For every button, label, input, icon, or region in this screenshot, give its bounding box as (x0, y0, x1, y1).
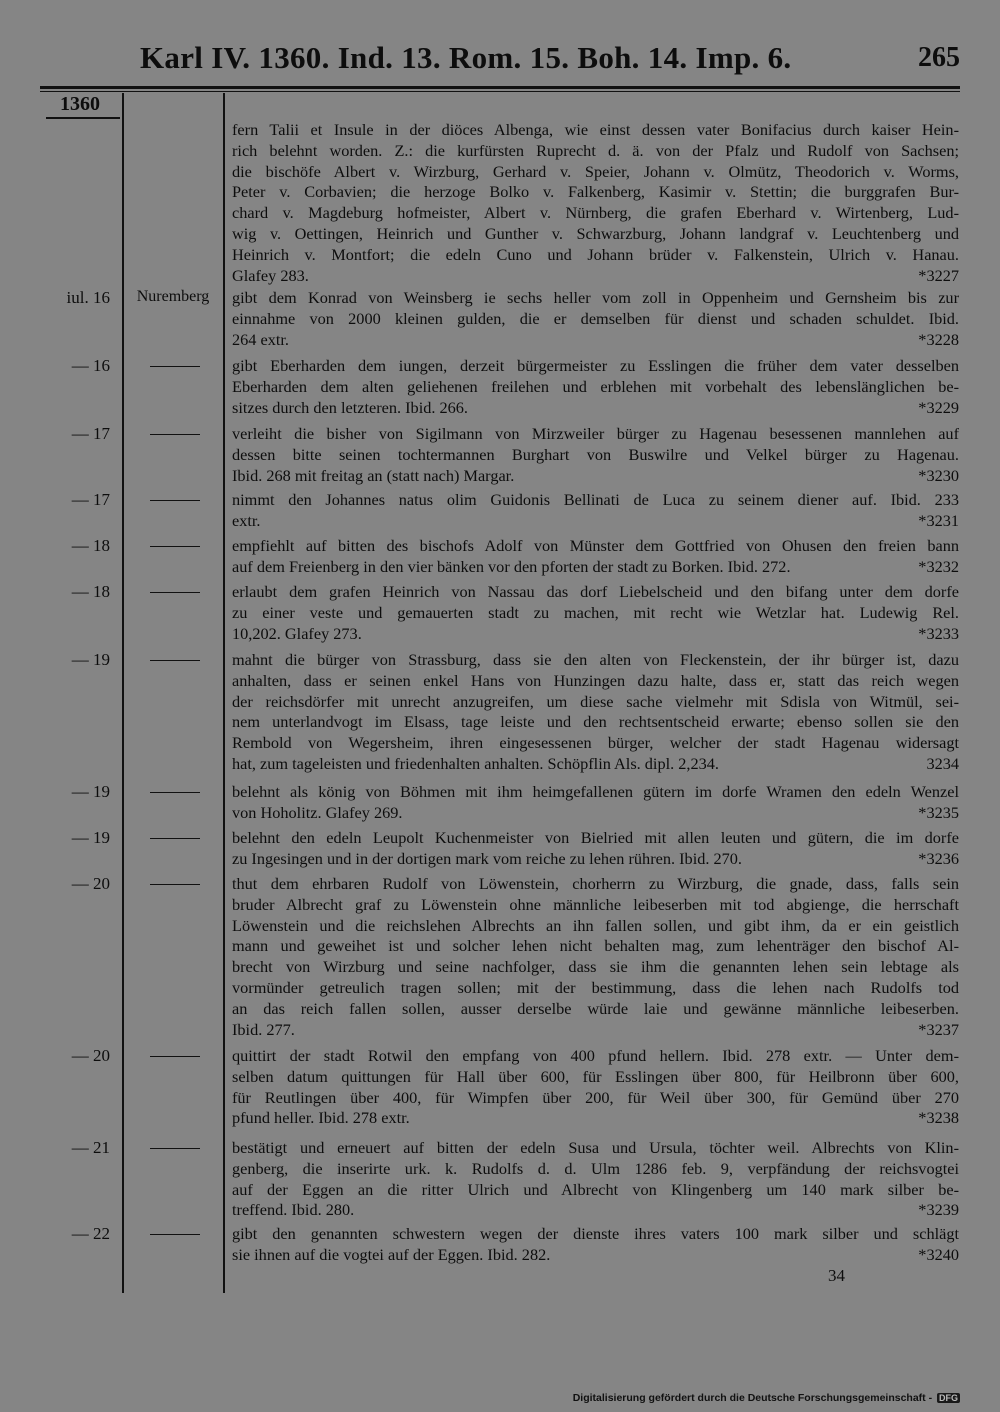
entry-text (232, 828, 959, 870)
year-underline (46, 117, 120, 119)
entry-line: gibt Eberharden dem iungen, derzeit bürgermeister zu Esslingen die früher dem vater desselben (232, 356, 959, 375)
entry-text (232, 120, 959, 286)
entry-line: belehnt den edeln Leupolt Kuchenmeister von Bielried mit allen leuten und gütern, die im dorfe (232, 828, 959, 847)
entry-text (232, 288, 959, 350)
entry-text (232, 1138, 959, 1221)
entry-line: thut dem ehrbaren Rudolf von Löwenstein, chorherrn zu Wirzburg, die gnade, dass, falls sein (232, 874, 959, 893)
entry-line (232, 754, 959, 775)
entry-date: — 17 (71, 490, 110, 509)
entry-row (0, 1046, 1000, 1129)
ditto-mark (150, 660, 200, 661)
entry-date: — 18 (71, 536, 110, 555)
entry-row (0, 120, 1000, 286)
year-label: 1360 (60, 93, 100, 115)
ditto-mark (150, 792, 200, 793)
entry-line: chard v. Magdeburg hofmeister, Albert v. Nürnberg, die grafen Eberhard v. Wirtenberg, Lud- (232, 203, 959, 223)
entry-line: auf der Eggen an die ritter Ulrich und Albrecht von Klingenberg um 140 mark silber be- (232, 1179, 959, 1199)
entry-line (232, 398, 959, 419)
entry-row (0, 650, 1000, 775)
entry-line: mann und geweihet ist und solcher lehen nicht behalten mag, zum lehenträger den bischof Al- (232, 936, 959, 956)
entry-line-text: treffend. Ibid. 280. (232, 1200, 355, 1220)
entry-line-text: zu Ingesingen und in der dortigen mark vom reiche zu lehen rühren. Ibid. 270. (232, 848, 742, 868)
entry-line (232, 330, 959, 351)
entry-number: *3240 (918, 1244, 959, 1264)
entry-line (232, 803, 959, 824)
entry-text (232, 1224, 959, 1266)
entry-line: anhalten, dass er seinen enkel Hans von Hunzingen dazu halte, dass er, statt das reich wegen (232, 670, 959, 690)
entry-line: nem unterlandvogt im Elsass, tage leiste und den rechtsentscheid erwarte; ebenso sollen sie den (232, 712, 959, 732)
entry-line: bruder Albrecht graf zu Löwenstein ohne männliche leibeserben mit tod abgienge, die herrschaft (232, 894, 959, 914)
entry-place: Nuremberg (136, 288, 210, 305)
ditto-mark (150, 366, 200, 367)
entry-line-text: sitzes durch den letzteren. Ibid. 266. (232, 397, 468, 417)
entry-line-text: sie ihnen auf die vogtei auf der Eggen. Ibid. 282. (232, 1244, 551, 1264)
entry-number: *3237 (918, 1019, 959, 1039)
entry-number: *3230 (918, 465, 959, 485)
entry-line: genberg, die inserirte urk. k. Rudolfs d. d. Ulm 1286 feb. 9, verpfändung der reichsvogtei (232, 1158, 959, 1178)
entry-line: belehnt als könig von Böhmen mit ihm heimgefallenen gütern im dorfe Wramen den edeln Wenzel (232, 782, 959, 801)
entry-line: wig v. Oettingen, Heinrich und Gunther v. Schwarzburg, Johann landgraf v. Leuchtenberg und (232, 223, 959, 243)
entry-date: — 20 (71, 1046, 110, 1065)
dfg-logo: DFG (939, 1393, 958, 1403)
entry-line: gibt dem Konrad von Weinsberg ie sechs heller vom zoll in Oppenheim und Gernsheim bis zur (232, 288, 959, 307)
entry-date: — 17 (71, 424, 110, 443)
entry-number: 3234 (926, 753, 959, 773)
entry-row (0, 782, 1000, 824)
entry-date: — 19 (71, 782, 110, 801)
entry-text (232, 356, 959, 418)
entry-line (232, 511, 959, 532)
entry-text (232, 874, 959, 1040)
entry-row (0, 874, 1000, 1040)
entry-line: Heinrich v. Montfort; die edeln Cuno und Johann brüder v. Falkenstein, Ulrich v. Hanau. (232, 244, 959, 264)
entry-date: — 18 (71, 582, 110, 601)
entry-line (232, 1020, 959, 1041)
entry-line: mahnt die bürger von Strassburg, dass sie den alten von Fleckenstein, der ihr bürger ist, dazu (232, 650, 959, 669)
entry-date: — 22 (71, 1224, 110, 1243)
ditto-mark (150, 884, 200, 885)
entry-line (232, 557, 959, 578)
entry-row (0, 582, 1000, 644)
entry-line (232, 466, 959, 487)
digitization-credit (573, 1392, 960, 1404)
entry-line (232, 266, 959, 287)
ditto-mark (150, 1234, 200, 1235)
entry-line: erlaubt dem grafen Heinrich von Nassau das dorf Liebelscheid und den bifang unter dem dorfe (232, 582, 959, 601)
entry-line: selben datum quittungen für Hall über 600, für Esslingen über 800, für Heilbronn über 600, (232, 1066, 959, 1086)
entry-line: vormünder getreulich tragen sollen; mit der bestimmung, dass die lehen nach Rudolfs tod (232, 977, 959, 997)
entry-line: gibt den genannten schwestern wegen der dienste ihres vaters 100 mark silber und schlägt (232, 1224, 959, 1243)
entry-line: dessen bitte seinen tochtermannen Burghart von Buswilre und Velkel bürger zu Hagenau. (232, 444, 959, 464)
ditto-mark (150, 546, 200, 547)
entry-line-text: 264 extr. (232, 329, 289, 349)
entry-number: *3229 (918, 397, 959, 417)
entry-line-text: von Hoholitz. Glafey 269. (232, 802, 403, 822)
entry-line: fern Talii et Insule in der diöces Albenga, wie einst dessen vater Bonifacius durch kaiser Hein- (232, 120, 959, 139)
entry-row (0, 828, 1000, 870)
entry-line: quittirt der stadt Rotwil den empfang von 400 pfund hellern. Ibid. 278 extr. — Unter dem- (232, 1046, 959, 1065)
entry-line: Peter v. Corbavien; die herzoge Bolko v. Falkenberg, Kasimir v. Stettin; die burggrafen Bur- (232, 182, 959, 202)
ditto-mark (150, 592, 200, 593)
entry-line: bestätigt und erneuert auf bitten der edeln Susa und Ursula, töchter weil. Albrechts von Klin- (232, 1138, 959, 1157)
entry-row (0, 490, 1000, 532)
entry-line: verleiht die bisher von Sigilmann von Mirzweiler bürger zu Hagenau besessenen mannlehen auf (232, 424, 959, 443)
entry-row (0, 536, 1000, 578)
entry-date: — 21 (71, 1138, 110, 1157)
entry-number: *3231 (918, 510, 959, 530)
entry-line-text: Ibid. 268 mit freitag an (statt nach) Margar. (232, 465, 515, 485)
entry-line: Löwenstein und die reichslehen Albrechts an ihn fallen sollen, und gibt ihm, da er ein geistlich (232, 915, 959, 935)
entry-line-text: 10,202. Glafey 273. (232, 623, 362, 643)
header-rule-thick (40, 86, 960, 89)
entry-line: rich belehnt worden. Z.: die kurfürsten Ruprecht d. ä. von der Pfalz und Rudolf von Sachsen; (232, 140, 959, 160)
entry-line: nimmt den Johannes natus olim Guidonis Bellinati de Luca zu seinem diener auf. Ibid. 233 (232, 490, 959, 509)
entry-text (232, 490, 959, 532)
entry-number: *3233 (918, 623, 959, 643)
ditto-mark (150, 434, 200, 435)
entry-line (232, 1200, 959, 1221)
entry-line-text: extr. (232, 510, 261, 530)
entry-line-text: auf dem Freienberg in den vier bänken vor den pforten der stadt zu Borken. Ibid. 272. (232, 556, 791, 576)
entry-number: *3232 (918, 556, 959, 576)
entry-line: brecht von Wirzburg und seine nachfolger, dass sie ihm die genannten lehen sein lebtage als (232, 957, 959, 977)
entry-text (232, 782, 959, 824)
entry-number: *3238 (918, 1108, 959, 1128)
ditto-mark (150, 1148, 200, 1149)
running-title: Karl IV. 1360. Ind. 13. Rom. 15. Boh. 14. Imp. 6. (140, 40, 792, 75)
entry-row (0, 1224, 1000, 1266)
entry-number: *3239 (918, 1200, 959, 1220)
entry-text (232, 650, 959, 775)
entry-row (0, 1138, 1000, 1221)
entry-line: Eberharden dem alten geliehenen freilehen und erblehen mit vorbehalt des lebenslänglichen be- (232, 376, 959, 396)
entry-row (0, 424, 1000, 486)
sheet-number: 34 (828, 1266, 845, 1285)
entry-line: die bischöfe Albert v. Wirzburg, Gerhard v. Speier, Johann v. Olmütz, Theodorich v. Worms, (232, 161, 959, 181)
entry-line-text: pfund heller. Ibid. 278 extr. (232, 1108, 410, 1128)
entry-line (232, 849, 959, 870)
entry-row (0, 288, 1000, 350)
ditto-mark (150, 500, 200, 501)
entry-line: der reichsdörfer mit unrecht anzugreifen, um diese sache vielmehr mit Sdisla von Witmül, sei- (232, 691, 959, 711)
entry-date: — 20 (71, 874, 110, 893)
ditto-mark (150, 838, 200, 839)
entry-line: empfiehlt auf bitten des bischofs Adolf von Münster dem Gottfried von Ohusen den freien bann (232, 536, 959, 555)
entry-row (0, 356, 1000, 418)
entry-number: *3236 (918, 848, 959, 868)
entry-number: *3228 (918, 329, 959, 349)
entry-line: an das reich fallen sollen, ausser derselbe würde laie und gewänne männliche leibeserben. (232, 998, 959, 1018)
entry-date: iul. 16 (66, 288, 110, 307)
entry-text (232, 1046, 959, 1129)
entry-line-text: Glafey 283. (232, 265, 309, 285)
entry-line (232, 624, 959, 645)
page-header (140, 40, 962, 80)
entry-line: Rembold von Wegersheim, ihren eingesessenen bürger, welcher der stadt Hagenau widersagt (232, 733, 959, 753)
credit-text: Digitalisierung gefördert durch die Deutsche Forschungsgemeinschaft - (572, 1392, 933, 1404)
entry-line: zu einer veste und gemauerten stadt zu machen, mit recht wie Wetzlar hat. Ludewig Rel. (232, 602, 959, 622)
entry-text (232, 582, 959, 644)
entry-line: für Reutlingen über 400, für Wimpfen über 200, für Weil über 300, für Gemünd über 270 (232, 1087, 959, 1107)
entry-line-text: hat, zum tageleisten und friedenhalten anhalten. Schöpflin Als. dipl. 2,234. (232, 753, 719, 773)
entry-line: einnahme von 2000 kleinen gulden, die er demselben für dienst und schaden schuldet. Ibid. (232, 308, 959, 328)
entry-line-text: Ibid. 277. (232, 1019, 295, 1039)
entry-line (232, 1108, 959, 1129)
entry-text (232, 424, 959, 486)
entry-number: *3227 (918, 265, 959, 285)
header-rule-thin (40, 91, 960, 92)
entry-line (232, 1245, 959, 1266)
entry-date: — 19 (71, 650, 110, 669)
entry-text (232, 536, 959, 578)
page-number: 265 (918, 42, 960, 73)
entry-number: *3235 (918, 802, 959, 822)
ditto-mark (150, 1056, 200, 1057)
entry-date: — 19 (71, 828, 110, 847)
entry-date: — 16 (71, 356, 110, 375)
